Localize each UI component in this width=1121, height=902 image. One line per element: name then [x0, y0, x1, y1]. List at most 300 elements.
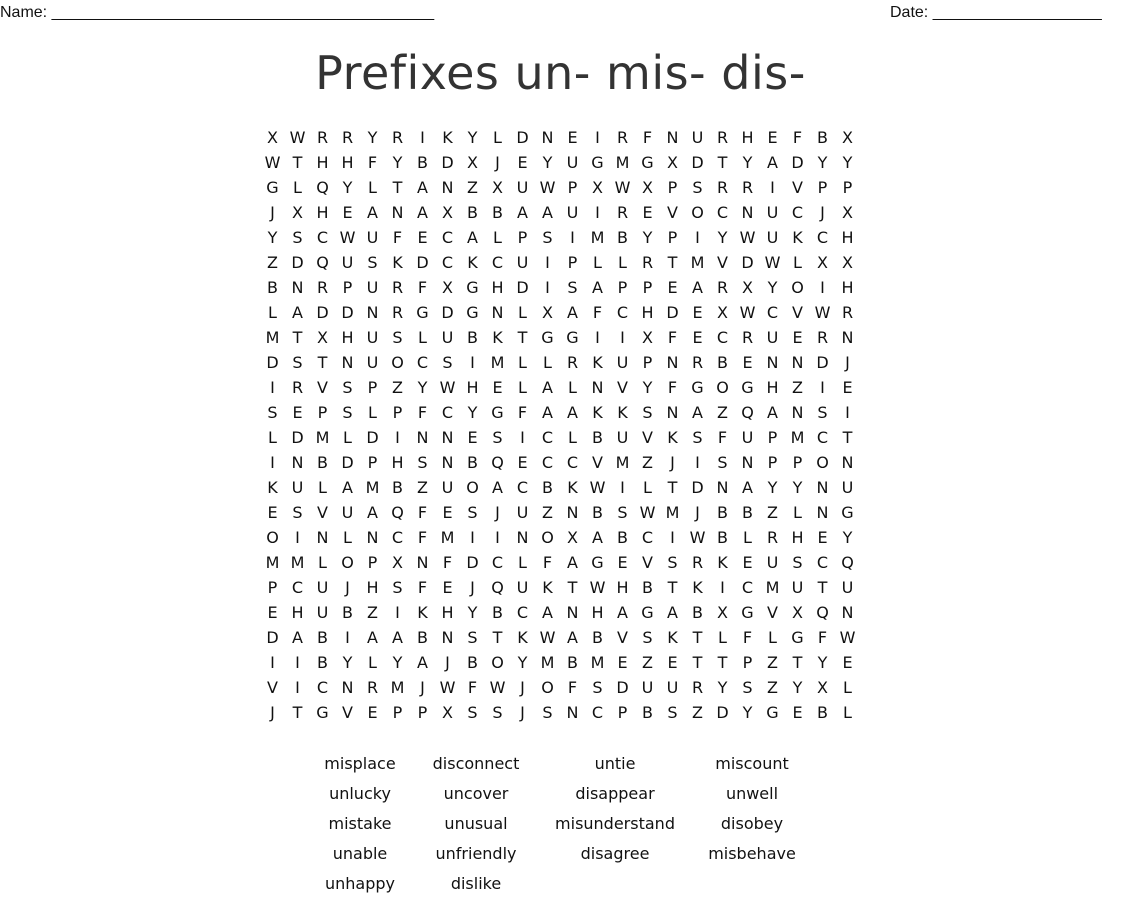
grid-letter: L — [843, 678, 852, 697]
grid-letter: S — [567, 278, 578, 297]
grid-letter: N — [816, 478, 829, 497]
grid-letter: X — [392, 553, 403, 572]
grid-letter: G — [316, 703, 329, 722]
grid-letter: B — [567, 653, 578, 672]
grid-letter: T — [717, 153, 728, 172]
grid-letter: B — [467, 653, 478, 672]
grid-letter: G — [541, 328, 554, 347]
grid-letter: L — [493, 228, 502, 247]
grid-letter: Z — [792, 378, 803, 397]
grid-letter: X — [667, 153, 678, 172]
grid-letter: Z — [767, 503, 778, 522]
grid-row — [260, 650, 860, 675]
grid-letter: L — [368, 178, 377, 197]
grid-letter: D — [816, 353, 829, 372]
grid-letter: T — [692, 628, 703, 647]
grid-letter: B — [717, 353, 728, 372]
grid-letter: A — [692, 403, 703, 422]
grid-letter: Y — [842, 528, 853, 547]
grid-letter: F — [567, 678, 578, 697]
grid-letter: F — [542, 553, 553, 572]
grid-letter: Q — [741, 403, 754, 422]
grid-letter: M — [315, 428, 330, 447]
grid-letter: R — [716, 178, 729, 197]
grid-letter: D — [316, 303, 329, 322]
grid-letter: F — [642, 128, 653, 147]
grid-letter: W — [739, 303, 756, 322]
grid-letter: F — [742, 628, 753, 647]
grid-letter: E — [742, 553, 753, 572]
grid-letter: N — [516, 528, 529, 547]
grid-letter: R — [616, 203, 629, 222]
grid-letter: I — [295, 678, 300, 697]
grid-letter: X — [567, 528, 578, 547]
grid-row — [260, 200, 860, 225]
grid-letter: R — [816, 328, 829, 347]
grid-letter: J — [670, 453, 675, 472]
grid-letter: S — [467, 703, 478, 722]
grid-letter: E — [442, 503, 453, 522]
grid-letter: G — [466, 278, 479, 297]
word-list-item: misbehave — [708, 844, 796, 863]
grid-letter: G — [691, 378, 704, 397]
grid-letter: X — [267, 128, 278, 147]
grid-letter: S — [817, 403, 828, 422]
grid-letter: Y — [267, 228, 278, 247]
grid-letter: I — [295, 528, 300, 547]
grid-letter: H — [766, 378, 779, 397]
grid-letter: L — [518, 303, 527, 322]
grid-letter: F — [392, 228, 403, 247]
grid-letter: T — [567, 578, 578, 597]
grid-letter: L — [568, 378, 577, 397]
grid-letter: E — [642, 203, 653, 222]
grid-letter: I — [770, 178, 775, 197]
grid-letter: E — [767, 128, 778, 147]
grid-letter: X — [717, 603, 728, 622]
grid-letter: E — [792, 328, 803, 347]
grid-letter: U — [516, 178, 529, 197]
word-list-item: unwell — [725, 784, 779, 803]
grid-letter: U — [616, 353, 629, 372]
grid-letter: R — [316, 278, 329, 297]
grid-letter: U — [641, 678, 654, 697]
word-list-item: misplace — [324, 754, 396, 773]
grid-letter: H — [791, 528, 804, 547]
grid-letter: V — [592, 453, 603, 472]
grid-letter: E — [417, 228, 428, 247]
grid-letter: C — [516, 478, 529, 497]
grid-letter: A — [617, 603, 628, 622]
grid-letter: W — [439, 378, 456, 397]
grid-row — [260, 125, 860, 150]
grid-letter: I — [270, 453, 275, 472]
grid-letter: N — [541, 128, 554, 147]
grid-letter: S — [667, 553, 678, 572]
grid-letter: G — [741, 378, 754, 397]
grid-letter: M — [590, 228, 605, 247]
grid-letter: C — [516, 603, 529, 622]
grid-row — [260, 325, 860, 350]
grid-letter: B — [317, 453, 328, 472]
grid-letter: Y — [517, 653, 528, 672]
grid-letter: F — [817, 628, 828, 647]
grid-letter: I — [820, 378, 825, 397]
grid-row — [260, 275, 860, 300]
grid-letter: H — [466, 378, 479, 397]
grid-letter: E — [367, 703, 378, 722]
grid-letter: L — [418, 328, 427, 347]
grid-letter: W — [589, 578, 606, 597]
grid-letter: H — [291, 603, 304, 622]
grid-letter: L — [268, 428, 277, 447]
grid-row — [260, 625, 860, 650]
grid-letter: X — [842, 128, 853, 147]
grid-letter: D — [716, 703, 729, 722]
word-list-item: misunderstand — [555, 814, 675, 833]
grid-letter: M — [540, 653, 555, 672]
grid-letter: O — [816, 453, 829, 472]
grid-letter: U — [691, 128, 704, 147]
grid-letter: A — [567, 628, 578, 647]
grid-letter: I — [395, 603, 400, 622]
grid-letter: D — [691, 153, 704, 172]
grid-letter: H — [641, 303, 654, 322]
grid-letter: K — [592, 353, 603, 372]
grid-letter: D — [291, 253, 304, 272]
grid-letter: S — [467, 628, 478, 647]
grid-letter: C — [541, 428, 554, 447]
grid-letter: U — [841, 478, 854, 497]
grid-letter: C — [491, 253, 504, 272]
grid-letter: E — [792, 703, 803, 722]
grid-row — [260, 700, 860, 725]
grid-letter: C — [816, 428, 829, 447]
grid-letter: A — [292, 628, 303, 647]
grid-row — [260, 250, 860, 275]
grid-letter: D — [466, 553, 479, 572]
grid-letter: F — [367, 153, 378, 172]
grid-letter: Y — [367, 128, 378, 147]
grid-letter: F — [417, 528, 428, 547]
grid-letter: H — [591, 603, 604, 622]
grid-letter: U — [766, 328, 779, 347]
grid-letter: K — [467, 253, 478, 272]
grid-letter: X — [742, 278, 753, 297]
grid-letter: L — [518, 553, 527, 572]
grid-letter: J — [520, 678, 525, 697]
grid-letter: D — [791, 153, 804, 172]
word-list-item: unable — [332, 844, 388, 863]
grid-letter: Y — [717, 228, 728, 247]
grid-letter: K — [517, 628, 528, 647]
grid-letter: S — [292, 503, 303, 522]
grid-letter: V — [342, 703, 353, 722]
grid-letter: B — [467, 453, 478, 472]
grid-letter: C — [316, 678, 329, 697]
word-list — [300, 752, 820, 902]
name-field: Name: ___________________________________________ — [0, 4, 435, 21]
grid-letter: S — [492, 703, 503, 722]
grid-letter: J — [820, 203, 825, 222]
grid-letter: W — [814, 303, 831, 322]
grid-letter: X — [817, 253, 828, 272]
grid-letter: I — [270, 653, 275, 672]
grid-letter: F — [667, 328, 678, 347]
grid-letter: P — [267, 578, 278, 597]
grid-letter: U — [291, 478, 304, 497]
grid-letter: P — [317, 403, 328, 422]
word-list-item: disobey — [720, 814, 784, 833]
grid-letter: M — [365, 478, 380, 497]
grid-letter: N — [316, 528, 329, 547]
grid-letter: X — [817, 678, 828, 697]
grid-letter: S — [792, 553, 803, 572]
grid-letter: E — [692, 303, 703, 322]
grid-row — [260, 500, 860, 525]
grid-letter: P — [792, 453, 803, 472]
grid-letter: S — [417, 453, 428, 472]
grid-row — [260, 475, 860, 500]
grid-letter: W — [839, 628, 856, 647]
grid-letter: M — [790, 428, 805, 447]
grid-letter: P — [617, 278, 628, 297]
grid-letter: S — [392, 328, 403, 347]
grid-letter: F — [417, 403, 428, 422]
grid-letter: Z — [367, 603, 378, 622]
grid-letter: F — [667, 378, 678, 397]
grid-letter: V — [642, 428, 653, 447]
grid-letter: S — [742, 678, 753, 697]
grid-letter: S — [642, 403, 653, 422]
grid-letter: G — [741, 603, 754, 622]
grid-letter: K — [692, 578, 703, 597]
grid-letter: C — [441, 253, 454, 272]
grid-letter: T — [792, 653, 803, 672]
grid-letter: I — [270, 378, 275, 397]
grid-letter: V — [717, 253, 728, 272]
grid-letter: C — [316, 228, 329, 247]
grid-letter: D — [441, 153, 454, 172]
grid-letter: N — [816, 503, 829, 522]
grid-letter: W — [614, 178, 631, 197]
grid-letter: C — [766, 303, 779, 322]
grid-letter: R — [616, 128, 629, 147]
grid-letter: R — [716, 278, 729, 297]
grid-letter: S — [667, 703, 678, 722]
grid-letter: I — [595, 128, 600, 147]
grid-letter: U — [366, 328, 379, 347]
grid-letter: N — [741, 453, 754, 472]
grid-letter: E — [617, 653, 628, 672]
grid-letter: X — [792, 603, 803, 622]
grid-letter: H — [316, 203, 329, 222]
grid-letter: Y — [717, 678, 728, 697]
grid-letter: W — [339, 228, 356, 247]
grid-letter: X — [842, 203, 853, 222]
grid-letter: U — [766, 203, 779, 222]
grid-letter: L — [718, 628, 727, 647]
date-field: Date: ___________________ — [890, 4, 1102, 21]
grid-letter: D — [291, 428, 304, 447]
grid-letter: D — [691, 478, 704, 497]
grid-letter: N — [566, 503, 579, 522]
grid-letter: Y — [792, 478, 803, 497]
grid-letter: S — [692, 178, 703, 197]
grid-letter: I — [545, 278, 550, 297]
grid-row — [260, 600, 860, 625]
grid-letter: K — [417, 603, 428, 622]
grid-letter: U — [766, 553, 779, 572]
grid-letter: I — [695, 228, 700, 247]
grid-letter: T — [667, 578, 678, 597]
grid-letter: U — [316, 578, 329, 597]
grid-letter: O — [266, 528, 279, 547]
grid-letter: O — [791, 278, 804, 297]
grid-letter: H — [316, 153, 329, 172]
grid-letter: B — [492, 203, 503, 222]
grid-letter: X — [317, 328, 328, 347]
grid-letter: B — [592, 428, 603, 447]
grid-letter: R — [691, 353, 704, 372]
grid-letter: G — [466, 303, 479, 322]
grid-row — [260, 575, 860, 600]
grid-letter: T — [292, 703, 303, 722]
grid-letter: I — [620, 478, 625, 497]
grid-letter: P — [417, 703, 428, 722]
grid-letter: X — [442, 703, 453, 722]
grid-letter: U — [341, 503, 354, 522]
grid-letter: Q — [491, 453, 504, 472]
grid-letter: S — [492, 428, 503, 447]
grid-letter: D — [741, 253, 754, 272]
grid-letter: Y — [392, 153, 403, 172]
grid-letter: A — [342, 478, 353, 497]
grid-letter: K — [392, 253, 403, 272]
grid-letter: P — [567, 253, 578, 272]
grid-letter: H — [391, 453, 404, 472]
grid-letter: D — [516, 278, 529, 297]
grid-letter: I — [720, 578, 725, 597]
grid-letter: X — [292, 203, 303, 222]
grid-letter: N — [341, 353, 354, 372]
grid-letter: H — [841, 228, 854, 247]
grid-letter: H — [341, 328, 354, 347]
grid-letter: A — [467, 228, 478, 247]
grid-letter: F — [417, 578, 428, 597]
grid-letter: J — [845, 353, 850, 372]
grid-letter: C — [416, 353, 429, 372]
word-list-item: disappear — [575, 784, 655, 803]
grid-letter: X — [642, 178, 653, 197]
grid-letter: O — [391, 353, 404, 372]
grid-letter: C — [741, 578, 754, 597]
grid-letter: B — [317, 653, 328, 672]
grid-letter: U — [341, 253, 354, 272]
grid-letter: O — [491, 653, 504, 672]
grid-letter: M — [265, 553, 280, 572]
grid-letter: K — [267, 478, 278, 497]
grid-letter: I — [470, 528, 475, 547]
grid-letter: N — [416, 428, 429, 447]
grid-letter: G — [841, 503, 854, 522]
grid-letter: G — [591, 553, 604, 572]
grid-letter: M — [440, 528, 455, 547]
word-list-item: uncover — [443, 784, 509, 803]
grid-letter: L — [743, 528, 752, 547]
grid-letter: M — [290, 553, 305, 572]
grid-letter: K — [717, 553, 728, 572]
grid-letter: Y — [342, 653, 353, 672]
grid-letter: Y — [417, 378, 428, 397]
grid-letter: L — [293, 178, 302, 197]
grid-letter: N — [666, 128, 679, 147]
grid-letter: N — [741, 203, 754, 222]
grid-row — [260, 550, 860, 575]
grid-letter: A — [542, 403, 553, 422]
grid-letter: L — [843, 703, 852, 722]
grid-letter: L — [618, 253, 627, 272]
grid-letter: T — [317, 353, 328, 372]
grid-letter: B — [817, 703, 828, 722]
grid-letter: U — [441, 478, 454, 497]
grid-letter: O — [541, 528, 554, 547]
grid-letter: H — [741, 128, 754, 147]
grid-letter: V — [792, 178, 803, 197]
grid-letter: U — [841, 578, 854, 597]
grid-letter: T — [292, 328, 303, 347]
grid-letter: M — [590, 653, 605, 672]
grid-letter: P — [617, 703, 628, 722]
grid-letter: Q — [816, 603, 829, 622]
grid-letter: N — [441, 428, 454, 447]
grid-letter: B — [492, 603, 503, 622]
grid-letter: N — [666, 403, 679, 422]
grid-letter: C — [441, 228, 454, 247]
grid-letter: N — [391, 203, 404, 222]
grid-letter: B — [642, 578, 653, 597]
grid-letter: S — [542, 228, 553, 247]
grid-letter: A — [367, 628, 378, 647]
grid-letter: I — [595, 203, 600, 222]
grid-letter: W — [539, 628, 556, 647]
grid-letter: B — [817, 128, 828, 147]
grid-letter: N — [416, 553, 429, 572]
grid-letter: J — [345, 578, 350, 597]
grid-letter: B — [467, 203, 478, 222]
word-list-item: unlucky — [329, 784, 391, 803]
grid-letter: P — [392, 703, 403, 722]
grid-letter: M — [690, 253, 705, 272]
grid-letter: Z — [542, 503, 553, 522]
grid-row — [260, 675, 860, 700]
grid-letter: R — [741, 328, 754, 347]
grid-letter: E — [492, 378, 503, 397]
grid-letter: W — [289, 128, 306, 147]
grid-letter: N — [291, 278, 304, 297]
grid-letter: E — [292, 403, 303, 422]
grid-letter: S — [717, 453, 728, 472]
grid-letter: E — [517, 153, 528, 172]
grid-letter: N — [841, 453, 854, 472]
grid-letter: E — [617, 553, 628, 572]
grid-letter: V — [642, 553, 653, 572]
grid-letter: Q — [841, 553, 854, 572]
grid-letter: A — [542, 603, 553, 622]
grid-letter: Z — [767, 653, 778, 672]
grid-letter: L — [793, 253, 802, 272]
grid-letter: C — [566, 453, 579, 472]
